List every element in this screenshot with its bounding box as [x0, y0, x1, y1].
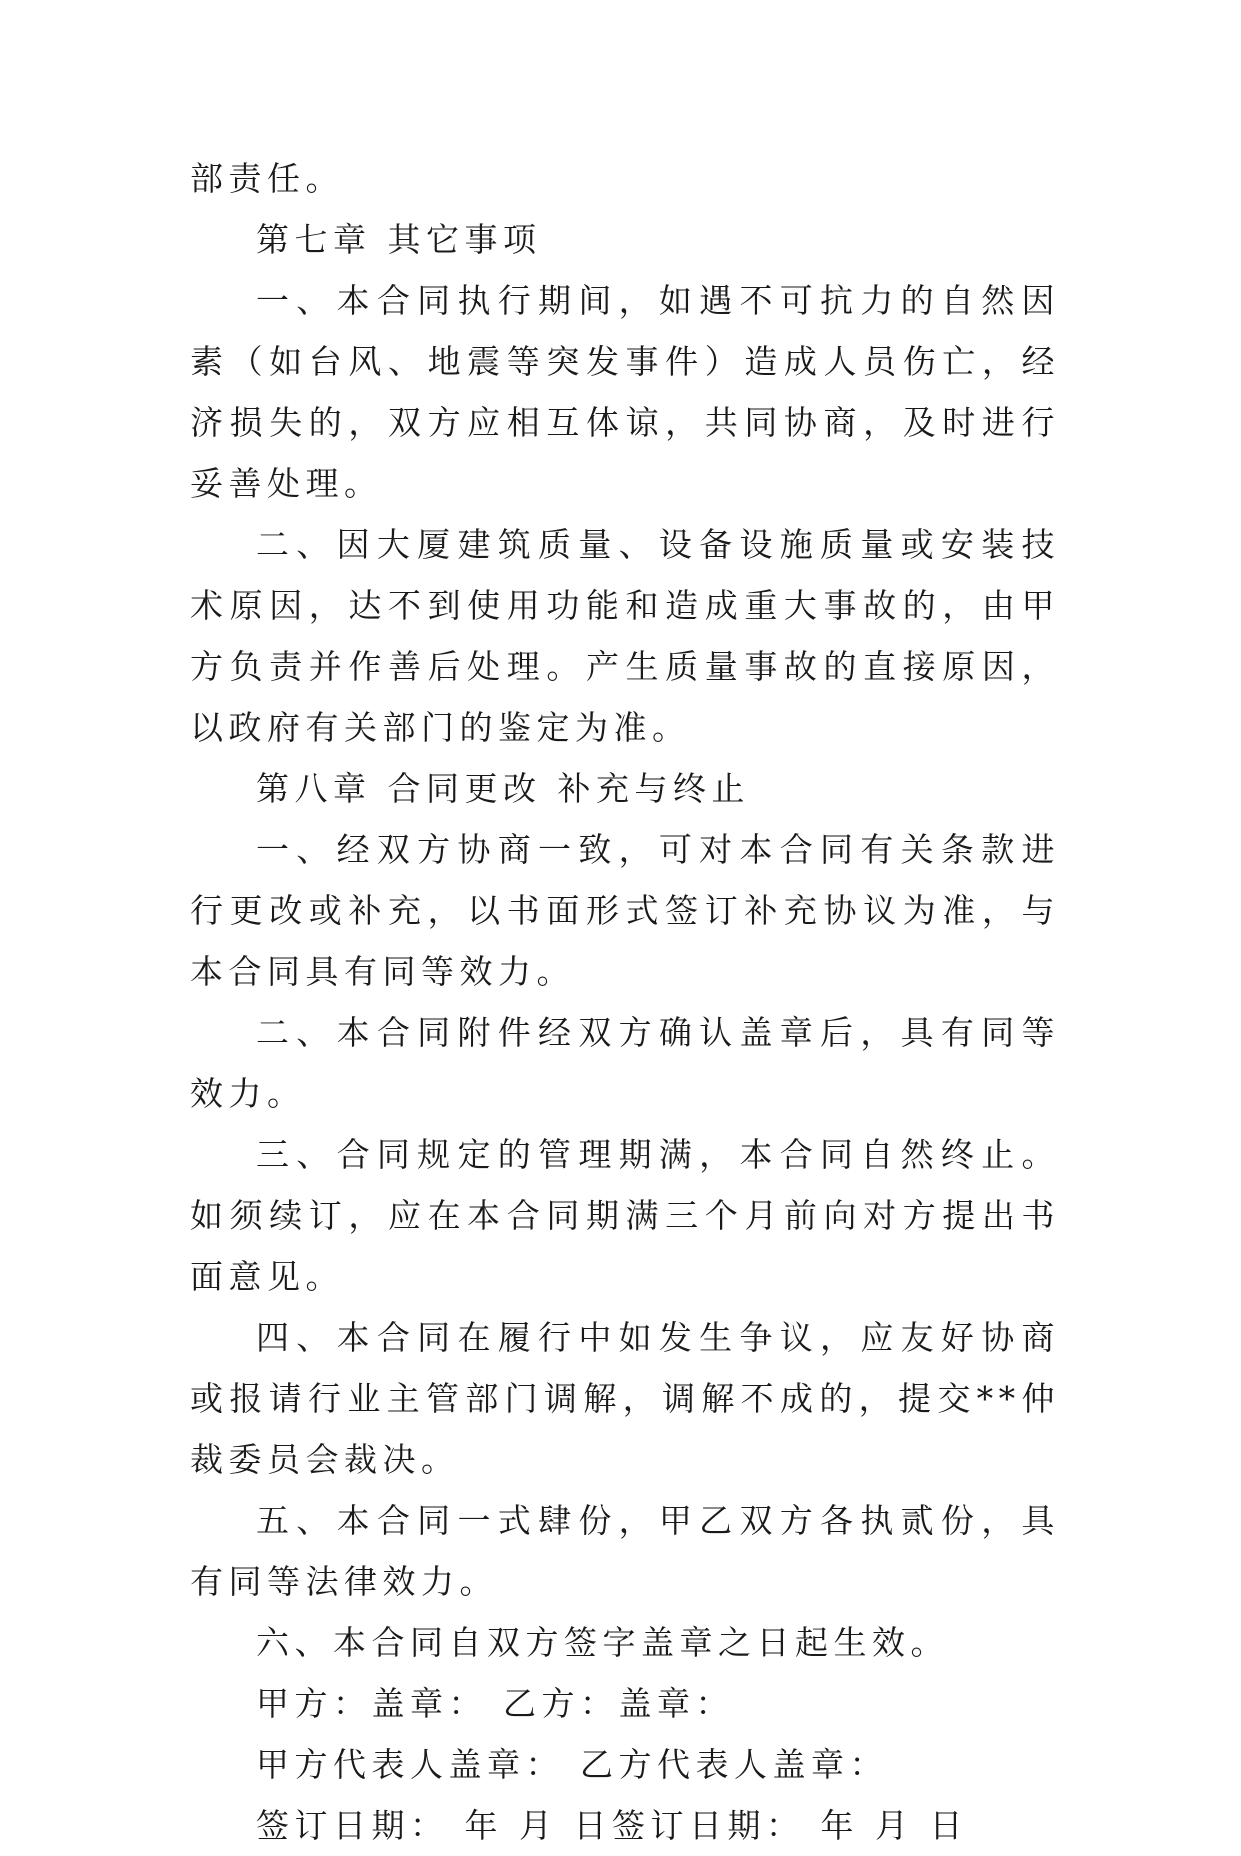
paragraph: 四、本合同在履行中如发生争议，应友好协商或报请行业主管部门调解，调解不成的，提交**仲裁委员会裁决。: [190, 1318, 1060, 1479]
signature-line-seal: 甲方：盖章： 乙方：盖章：: [256, 1684, 734, 1723]
paragraph: 六、本合同自双方签字盖章之日起生效。: [256, 1623, 949, 1662]
signature-line-representative: 甲方代表人盖章： 乙方代表人盖章：: [256, 1745, 888, 1784]
paragraph: 一、本合同执行期间，如遇不可抗力的自然因素（如台风、地震等突发事件）造成人员伤亡，经济损失的，双方应相互体谅，共同协商，及时进行妥善处理。: [190, 281, 1060, 503]
paragraph: 二、本合同附件经双方确认盖章后，具有同等效力。: [190, 1013, 1060, 1113]
paragraph: 一、经双方协商一致，可对本合同有关条款进行更改或补充，以书面形式签订补充协议为准，与本合同具有同等效力。: [190, 830, 1060, 991]
paragraph: 部责任。: [190, 159, 344, 198]
document-body: [190, 148, 1060, 1856]
paragraph: 二、因大厦建筑质量、设备设施质量或安装技术原因，达不到使用功能和造成重大事故的，由甲方负责并作善后处理。产生质量事故的直接原因，以政府有关部门的鉴定为准。: [190, 525, 1060, 747]
paragraph: 三、合同规定的管理期满，本合同自然终止。如须续订，应在本合同期满三个月前向对方提出书面意见。: [190, 1135, 1060, 1296]
chapter-heading: 第八章 合同更改 补充与终止: [256, 769, 750, 808]
signature-line-date: 签订日期： 年 月 日签订日期： 年 月 日: [256, 1806, 968, 1845]
chapter-heading: 第七章 其它事项: [256, 220, 542, 259]
paragraph: 五、本合同一式肆份，甲乙双方各执贰份，具有同等法律效力。: [190, 1501, 1060, 1601]
